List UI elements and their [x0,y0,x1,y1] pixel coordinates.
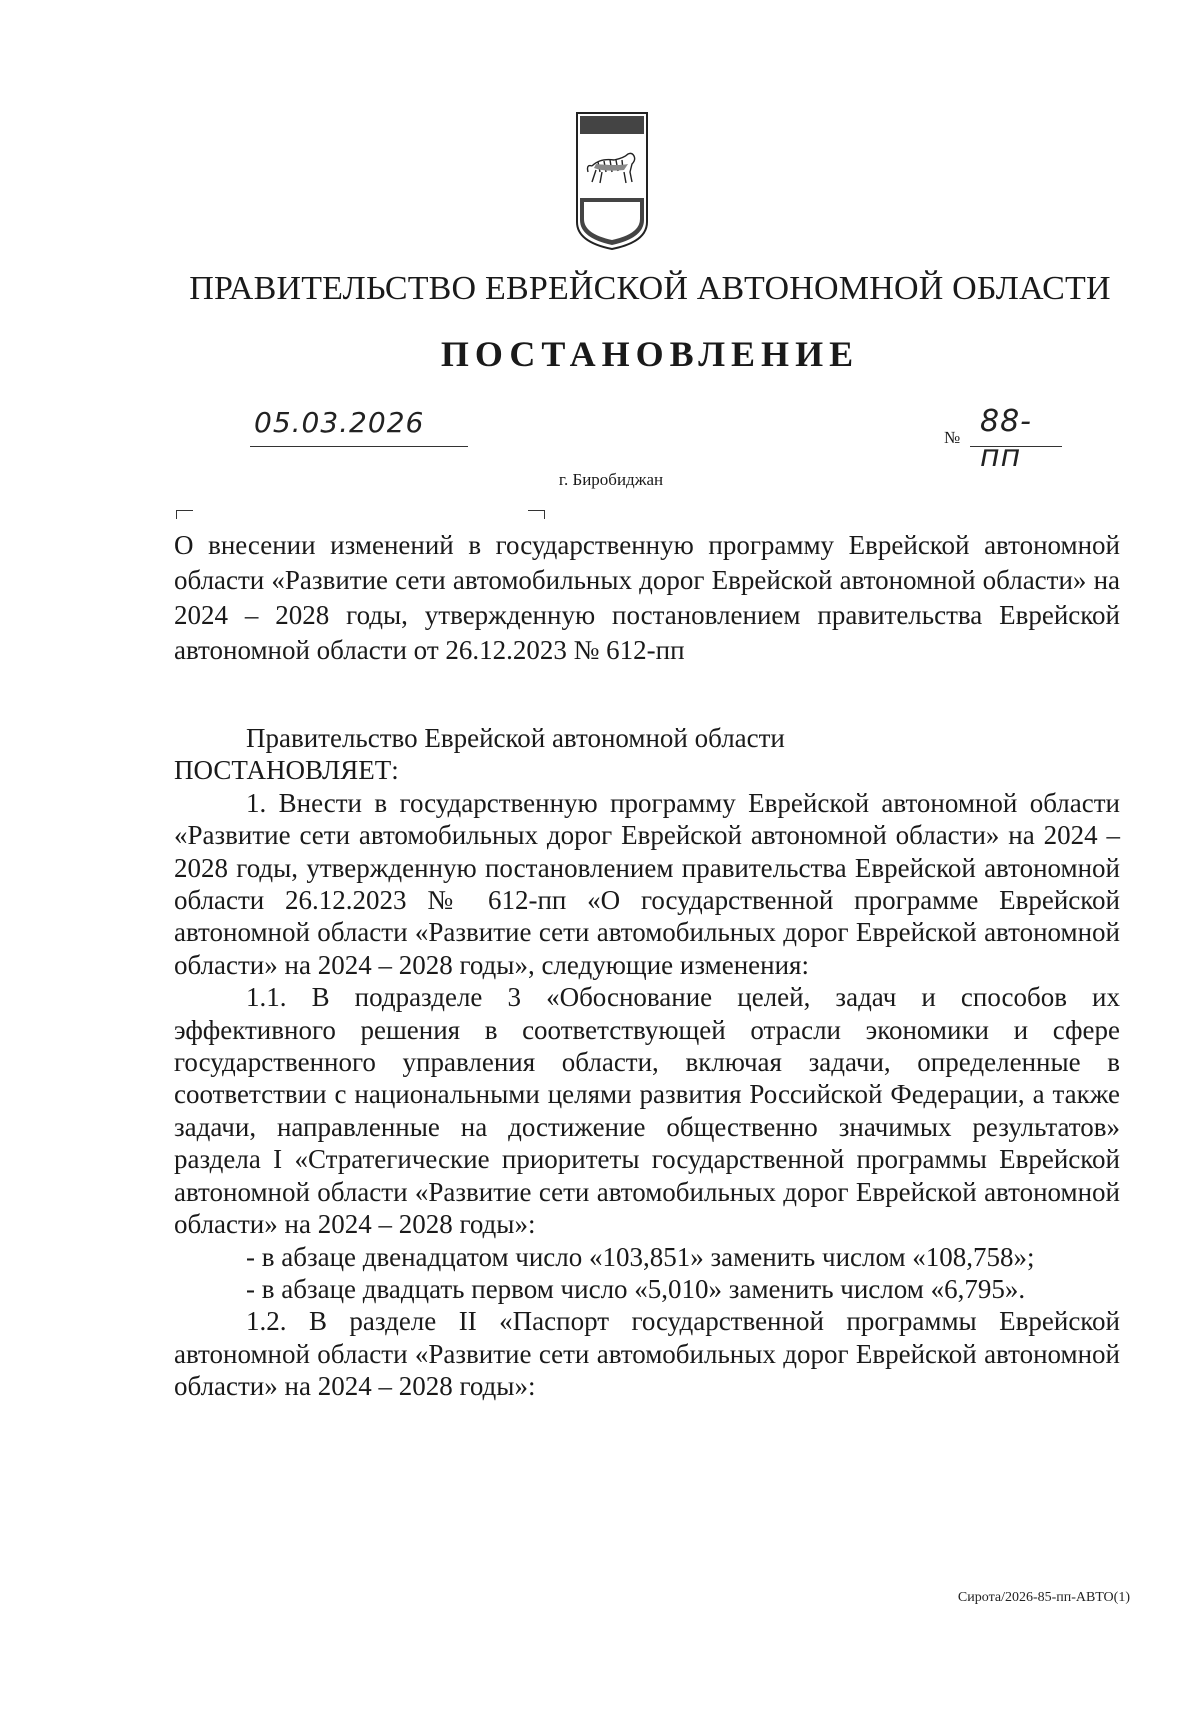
handwritten-number: 88-пп [980,404,1032,474]
city-name: г. Биробиджан [558,470,664,489]
document-title: О внесении изменений в государственную программу Еврейской автономной области «Развитие сети автомобильных дорог Еврейской автономной области» на 2024 – 2028 годы, утвержденную постановлением правительства Еврейской автономной области от 26.12.2023 № 612-пп [174,530,1120,665]
title-corner-right [528,510,545,519]
date-field [250,406,468,447]
title-corner-left [176,510,193,519]
paragraph-1: 1. Внести в государственную программу Еврейской автономной области «Развитие сети автомобильных дорог Еврейской автономной области» на 2024 – 2028 годы, утвержденную постановлением правительства Еврейской автономной области 26.12.2023 № 612-пп «О государственной программе Еврейской автономной области «Развитие сети автомобильных дорог Еврейской автономной области» на 2024 – 2028 годы», следующие изменения: [174,787,1120,980]
coat-of-arms-tiger-icon [574,110,650,252]
bullet-1: - в абзаце двенадцатом число «103,851» заменить числом «108,758»; [246,1241,1035,1272]
footer-code: Сирота/2026-85-пп-АВТО(1) [957,1590,1130,1605]
document-body [174,722,1120,1403]
handwritten-date: 05.03.2026 [254,406,425,439]
organization-name: ПРАВИТЕЛЬСТВО ЕВРЕЙСКОЙ АВТОНОМНОЙ ОБЛАСТИ [189,270,1111,307]
number-sign: № [944,428,961,447]
preamble: Правительство Еврейской автономной области [246,723,785,753]
number-field [944,404,1064,474]
paragraph-1-2: 1.2. В разделе II «Паспорт государственной программы Еврейской автономной области «Развитие сети автомобильных дорог Еврейской автономной области» на 2024 – 2028 годы»: [174,1306,1120,1402]
resolves-heading: ПОСТАНОВЛЯЕТ: [174,755,399,786]
document-type: ПОСТАНОВЛЕНИЕ [440,334,860,374]
paragraph-1-1: 1.1. В подразделе 3 «Обоснование целей, задач и способов их эффективного решения в соответствующей отрасли экономики и сфере государственного управления области, включая задачи, определенные в соответствии с национальными целями развития Российской Федерации, а также задачи, направленные на достижение общественно значимых результатов» раздела I «Стратегические приоритеты государственной программы Еврейской автономной области «Развитие сети автомобильных дорог Еврейской автономной области» на 2024 – 2028 годы»: [174,982,1120,1240]
bullet-2: - в абзаце двадцать первом число «5,010» заменить числом «6,795». [246,1273,1026,1304]
